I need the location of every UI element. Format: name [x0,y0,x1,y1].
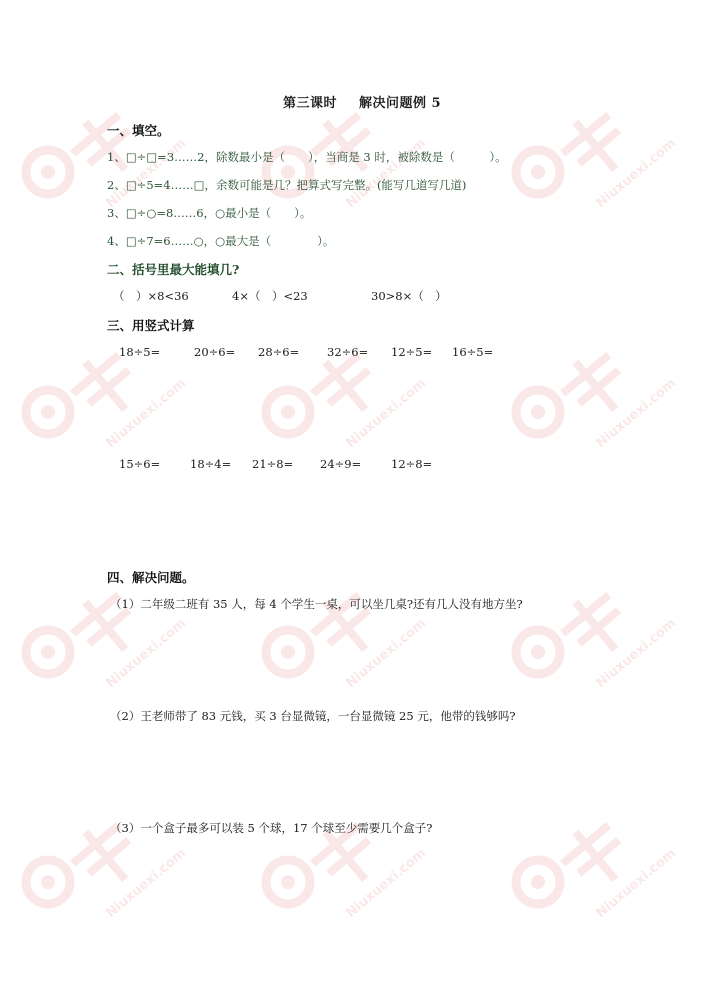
problem-3: （3）一个盒子最多可以装 5 个球，17 个球至少需要几个盒子? [110,821,433,835]
fill-item-2: 2、□÷5=4……□，余数可能是几？把算式写完整。(能写几道写几道) [107,178,467,192]
lesson-label: 第三课时 [283,96,338,111]
bracket-item-3: 30>8×（ ） [371,289,447,303]
svg-text:Niuxuexi.com: Niuxuexi.com [103,615,189,692]
problem-2: （2）王老师带了 83 元钱，买 3 台显微镜，一台显微镜 25 元，他带的钱够吗? [110,709,516,723]
calc-5: 12÷5= [391,345,433,359]
svg-text:Niuxuexi.com: Niuxuexi.com [103,845,189,922]
watermark-logo [500,790,679,940]
svg-text:Niuxuexi.com: Niuxuexi.com [343,375,429,452]
watermark-logo [500,560,679,710]
section1-heading: 一、填空。 [107,123,170,138]
section4-heading: 四、解决问题。 [107,570,195,585]
calc-9: 21÷8= [252,457,294,471]
svg-text:Niuxuexi.com: Niuxuexi.com [593,135,679,212]
calc-11: 12÷8= [391,457,433,471]
svg-text:Niuxuexi.com: Niuxuexi.com [593,845,679,922]
bracket-item-2: 4×（ ）<23 [232,289,308,303]
calc-3: 28÷6= [258,345,300,359]
problem-1: （1）二年级二班有 35 人，每 4 个学生一桌，可以坐几桌?还有几人没有地方坐? [110,597,523,611]
topic-label: 解决问题例 5 [359,96,442,111]
svg-text:Niuxuexi.com: Niuxuexi.com [343,615,429,692]
watermark-logo [500,80,679,230]
page-title [283,92,441,111]
section3-heading: 三、用竖式计算 [107,318,195,333]
calc-10: 24÷9= [320,457,362,471]
bracket-item-1: （ ）×8<36 [113,289,189,303]
watermark-logo [10,790,189,940]
section2-heading: 二、括号里最大能填几? [107,262,240,277]
calc-8: 18÷4= [190,457,232,471]
svg-text:Niuxuexi.com: Niuxuexi.com [343,135,429,212]
calc-4: 32÷6= [327,345,369,359]
calc-2: 20÷6= [194,345,236,359]
fill-item-1: 1、□÷□=3……2，除数最小是（ ），当商是 3 时，被除数是（ ）。 [107,150,507,164]
calc-1: 18÷5= [119,345,161,359]
svg-text:Niuxuexi.com: Niuxuexi.com [103,375,189,452]
calc-7: 15÷6= [119,457,161,471]
svg-text:Niuxuexi.com: Niuxuexi.com [593,615,679,692]
svg-text:Niuxuexi.com: Niuxuexi.com [103,135,189,212]
fill-item-4: 4、□÷7=6……○，○最大是（ ）。 [107,234,335,248]
svg-text:Niuxuexi.com: Niuxuexi.com [593,375,679,452]
watermark-logo [10,320,189,470]
svg-text:Niuxuexi.com: Niuxuexi.com [343,845,429,922]
calc-6: 16÷5= [452,345,494,359]
watermark-logo [500,320,679,470]
watermark-logo [250,560,429,710]
fill-item-3: 3、□÷○=8……6，○最小是（ ）。 [107,206,312,220]
